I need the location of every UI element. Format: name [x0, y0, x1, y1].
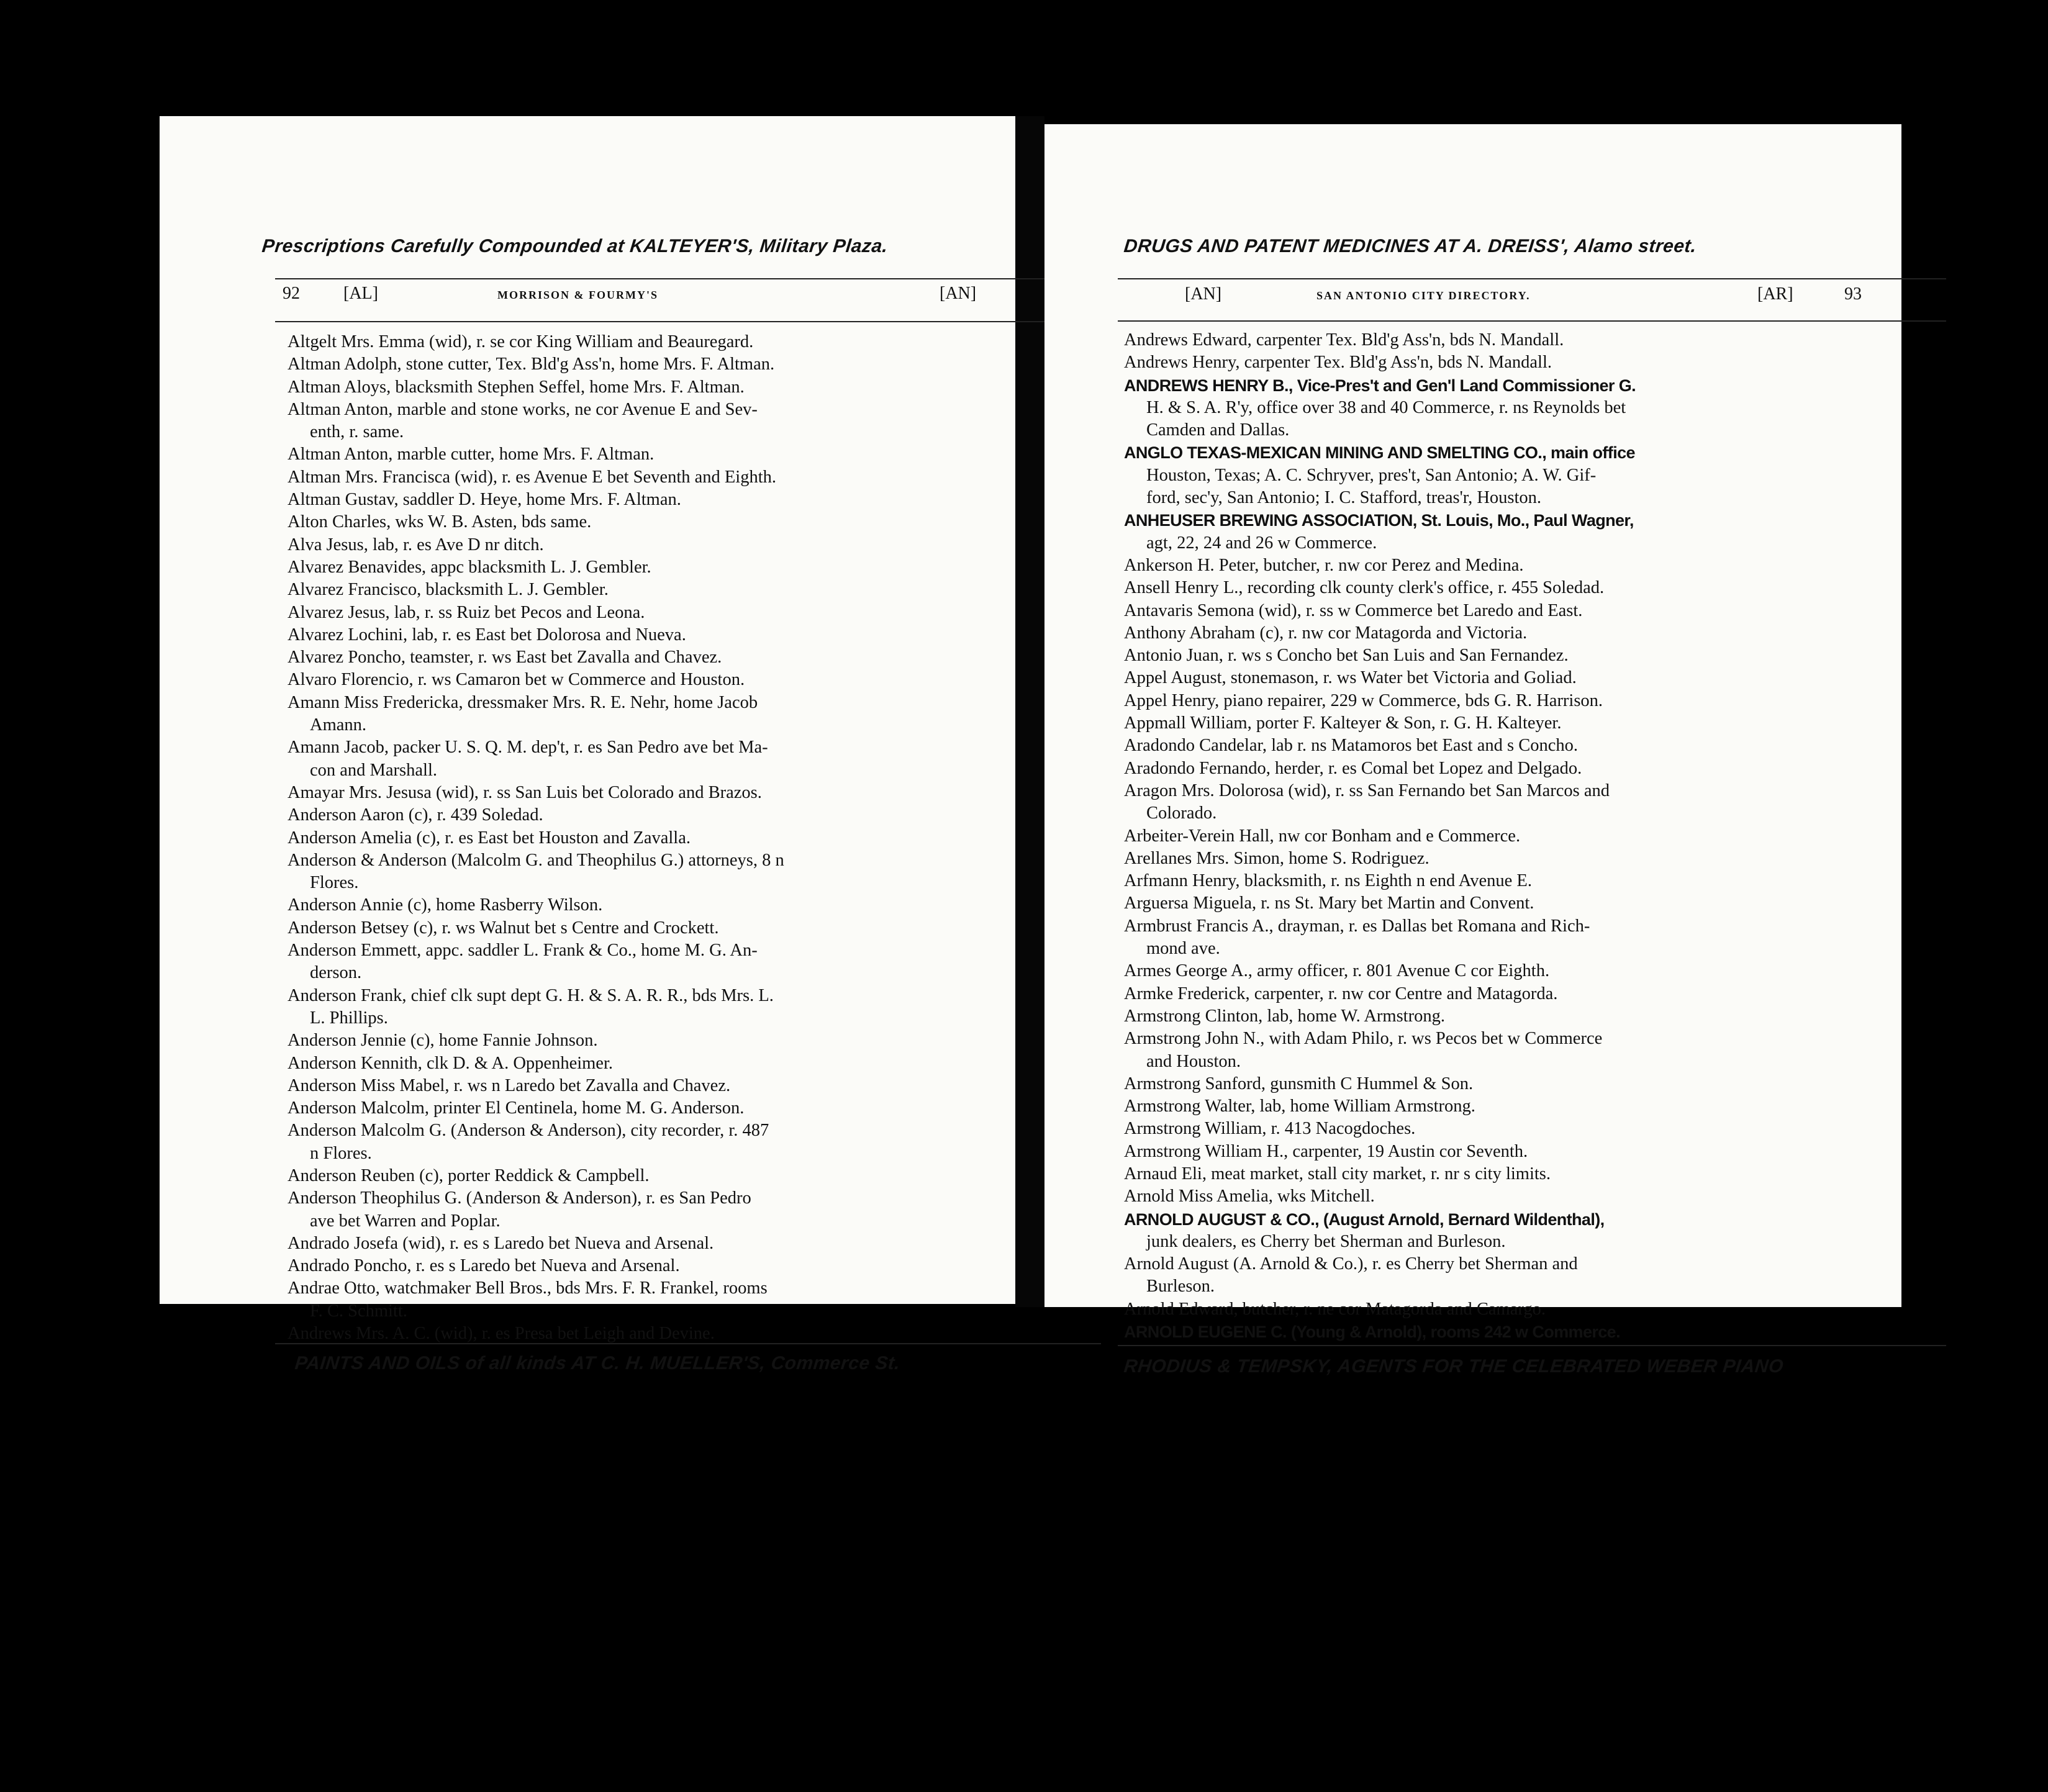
- right-directory-entry: H. & S. A. R'y, office over 38 and 40 Commerce, r. ns Reynolds bet: [1146, 397, 1626, 417]
- left-directory-entry: Flores.: [310, 873, 359, 893]
- right-directory-entry: Appel August, stonemason, r. ws Water bet Victoria and Goliad.: [1124, 668, 1577, 688]
- right-directory-entry: Appel Henry, piano repairer, 229 w Commerce, bds G. R. Harrison.: [1124, 690, 1603, 710]
- left-directory-entry: Altman Aloys, blacksmith Stephen Seffel, home Mrs. F. Altman.: [288, 377, 745, 397]
- right-directory-entry: Colorado.: [1146, 803, 1217, 823]
- right-directory-entry: Antavaris Semona (wid), r. ss w Commerce bet Laredo and East.: [1124, 600, 1583, 620]
- right-directory-entry: Armstrong William, r. 413 Nacogdoches.: [1124, 1119, 1416, 1139]
- right-directory-entry: ANHEUSER BREWING ASSOCIATION, St. Louis, Mo., Paul Wagner,: [1124, 511, 1634, 530]
- left-directory-entry: Anderson Kennith, clk D. & A. Oppenheimer.: [288, 1053, 613, 1073]
- right-directory-entry: junk dealers, es Cherry bet Sherman and Burleson.: [1146, 1231, 1506, 1251]
- right-directory-entry: ford, sec'y, San Antonio; I. C. Stafford, treas'r, Houston.: [1146, 488, 1542, 508]
- left-directory-entry: Alton Charles, wks W. B. Asten, bds same.: [288, 512, 592, 532]
- left-head-rule: [275, 321, 1101, 322]
- right-page-number: 93: [1844, 284, 1862, 304]
- right-directory-entry: Houston, Texas; A. C. Schryver, pres't, San Antonio; A. W. Gif-: [1146, 465, 1597, 485]
- right-head-rule: [1118, 320, 1946, 322]
- left-directory-entry: con and Marshall.: [310, 760, 437, 780]
- left-directory-entry: Amann Miss Fredericka, dressmaker Mrs. R. E. Nehr, home Jacob: [288, 692, 758, 712]
- right-directory-entry: Armstrong Walter, lab, home William Armstrong.: [1124, 1097, 1475, 1116]
- left-directory-entry: Alvarez Poncho, teamster, r. ws East bet Zavalla and Chavez.: [288, 648, 722, 667]
- left-directory-entry: L. Phillips.: [310, 1008, 388, 1028]
- left-directory-entry: ave bet Warren and Poplar.: [310, 1211, 501, 1231]
- left-range-start: [AL]: [343, 284, 378, 303]
- left-directory-entry: Anderson Annie (c), home Rasberry Wilson.: [288, 895, 603, 915]
- right-directory-entry: Appmall William, porter F. Kalteyer & Son, r. G. H. Kalteyer.: [1124, 713, 1562, 733]
- right-directory-entry: Arnold August (A. Arnold & Co.), r. es Cherry bet Sherman and: [1124, 1254, 1578, 1274]
- right-directory-entry: Arbeiter-Verein Hall, nw cor Bonham and e Commerce.: [1124, 826, 1521, 846]
- right-directory-entry: ANDREWS HENRY B., Vice-Pres't and Gen'l Land Commissioner G.: [1124, 376, 1636, 395]
- left-directory-entry: Anderson Malcolm G. (Anderson & Anderson), city recorder, r. 487: [288, 1121, 769, 1141]
- right-directory-entry: Arguersa Miguela, r. ns St. Mary bet Martin and Convent.: [1124, 894, 1534, 913]
- right-directory-entry: Burleson.: [1146, 1277, 1215, 1296]
- right-directory-entry: Armes George A., army officer, r. 801 Avenue C cor Eighth.: [1124, 961, 1550, 981]
- left-directory-entry: Amayar Mrs. Jesusa (wid), r. ss San Luis bet Colorado and Brazos.: [288, 782, 762, 802]
- left-page-number: 92: [283, 284, 300, 303]
- left-directory-entry: n Flores.: [310, 1143, 372, 1163]
- left-directory-entry: Anderson Frank, chief clk supt dept G. H. & S. A. R. R., bds Mrs. L.: [288, 985, 774, 1005]
- right-directory-entry: Aradondo Fernando, herder, r. es Comal bet Lopez and Delgado.: [1124, 758, 1582, 778]
- right-directory-entry: Ansell Henry L., recording clk county clerk's office, r. 455 Soledad.: [1124, 578, 1605, 598]
- right-directory-entry: Arnold Edward, butcher, r. ne cor Matagorda and Camargo.: [1124, 1299, 1546, 1319]
- left-top-advert: Prescriptions Carefully Compounded at KALTEYER'S, Military Plaza.: [261, 236, 889, 256]
- left-entry-list: [288, 331, 784, 1345]
- left-directory-entry: Andrews Mrs. A. C. (wid), r. es Presa bet Leigh and Devine.: [288, 1324, 715, 1344]
- left-directory-entry: Altman Adolph, stone cutter, Tex. Bld'g Ass'n, home Mrs. F. Altman.: [288, 355, 775, 374]
- right-top-advert: DRUGS AND PATENT MEDICINES AT A. DREISS', Alamo street.: [1123, 236, 1698, 256]
- left-directory-entry: Alvarez Lochini, lab, r. es East bet Dolorosa and Nueva.: [288, 625, 686, 645]
- left-directory-entry: Altman Gustav, saddler D. Heye, home Mrs. F. Altman.: [288, 490, 681, 510]
- right-entry-list: [1124, 329, 1636, 1343]
- right-directory-entry: Ankerson H. Peter, butcher, r. nw cor Perez and Medina.: [1124, 555, 1524, 575]
- right-directory-entry: ARNOLD AUGUST & CO., (August Arnold, Bernard Wildenthal),: [1124, 1210, 1605, 1229]
- left-publisher: MORRISON & FOURMY'S: [497, 289, 658, 301]
- right-directory-entry: ARNOLD EUGENE C. (Young & Arnold), rooms 242 w Commerce.: [1124, 1323, 1620, 1342]
- left-directory-entry: Anderson Miss Mabel, r. ws n Laredo bet Zavalla and Chavez.: [288, 1075, 731, 1095]
- right-directory-entry: Armstrong William H., carpenter, 19 Austin cor Seventh.: [1124, 1141, 1528, 1161]
- left-directory-entry: Altgelt Mrs. Emma (wid), r. se cor King William and Beauregard.: [288, 332, 754, 351]
- left-directory-entry: Alvarez Jesus, lab, r. ss Ruiz bet Pecos and Leona.: [288, 602, 645, 622]
- left-directory-entry: Anderson Betsey (c), r. ws Walnut bet s Centre and Crockett.: [288, 918, 719, 938]
- left-directory-entry: Anderson Malcolm, printer El Centinela, home M. G. Anderson.: [288, 1098, 745, 1118]
- left-directory-entry: Anderson Amelia (c), r. es East bet Houston and Zavalla.: [288, 828, 691, 848]
- left-directory-entry: Amann.: [310, 715, 367, 735]
- right-directory-entry: Armstrong John N., with Adam Philo, r. ws Pecos bet w Commerce: [1124, 1029, 1603, 1049]
- right-range-start: [AN]: [1185, 284, 1222, 304]
- right-range-end: [AR]: [1757, 284, 1793, 304]
- right-directory-entry: Camden and Dallas.: [1146, 420, 1290, 440]
- right-bottom-rule: [1118, 1345, 1946, 1346]
- right-directory-entry: Arellanes Mrs. Simon, home S. Rodriguez.: [1124, 848, 1430, 868]
- left-directory-entry: Alvarez Benavides, appc blacksmith L. J. Gembler.: [288, 557, 651, 577]
- left-directory-entry: Andrado Josefa (wid), r. es s Laredo bet Nueva and Arsenal.: [288, 1233, 714, 1253]
- left-directory-entry: Anderson Theophilus G. (Anderson & Anderson), r. es San Pedro: [288, 1188, 751, 1208]
- left-directory-entry: derson.: [310, 963, 362, 983]
- left-range-end: [AN]: [940, 284, 977, 303]
- right-directory-entry: ANGLO TEXAS-MEXICAN MINING AND SMELTING CO., main office: [1124, 443, 1635, 463]
- left-directory-entry: Altman Mrs. Francisca (wid), r. es Avenue E bet Seventh and Eighth.: [288, 467, 777, 487]
- left-directory-entry: Anderson Jennie (c), home Fannie Johnson.: [288, 1031, 598, 1051]
- right-top-rule: [1118, 278, 1946, 279]
- left-page: [160, 116, 1015, 1373]
- right-directory-entry: and Houston.: [1146, 1051, 1241, 1071]
- right-directory-entry: Antonio Juan, r. ws s Concho bet San Luis and San Fernandez.: [1124, 646, 1569, 666]
- right-directory-entry: Armke Frederick, carpenter, r. nw cor Centre and Matagorda.: [1124, 984, 1558, 1003]
- left-directory-entry: Alvarez Francisco, blacksmith L. J. Gembler.: [288, 580, 609, 600]
- left-directory-entry: Andrado Poncho, r. es s Laredo bet Nueva and Arsenal.: [288, 1256, 680, 1276]
- right-directory-entry: Andrews Henry, carpenter Tex. Bld'g Ass'n, bds N. Mandall.: [1124, 353, 1552, 373]
- right-directory-entry: agt, 22, 24 and 26 w Commerce.: [1146, 533, 1377, 553]
- right-directory-entry: Armstrong Clinton, lab, home W. Armstrong.: [1124, 1006, 1445, 1026]
- right-directory-entry: Aragon Mrs. Dolorosa (wid), r. ss San Fernando bet San Marcos and: [1124, 781, 1610, 800]
- left-directory-entry: enth, r. same.: [310, 422, 404, 442]
- right-directory-entry: mond ave.: [1146, 939, 1220, 959]
- left-bottom-rule: [275, 1343, 1101, 1344]
- right-page: [1044, 124, 1901, 1377]
- left-directory-entry: F. C. Schmitt.: [310, 1301, 407, 1321]
- left-running-head: [275, 284, 1101, 309]
- left-directory-entry: Alvaro Florencio, r. ws Camaron bet w Commerce and Houston.: [288, 670, 745, 690]
- left-directory-entry: Altman Anton, marble and stone works, ne cor Avenue E and Sev-: [288, 399, 758, 419]
- right-directory-entry: Arnold Miss Amelia, wks Mitchell.: [1124, 1187, 1375, 1206]
- left-directory-entry: Anderson Reuben (c), porter Reddick & Campbell.: [288, 1165, 650, 1185]
- left-directory-entry: Amann Jacob, packer U. S. Q. M. dep't, r. es San Pedro ave bet Ma-: [288, 738, 768, 758]
- right-directory-entry: Andrews Edward, carpenter Tex. Bld'g Ass'n, bds N. Mandall.: [1124, 330, 1564, 350]
- left-directory-entry: Andrae Otto, watchmaker Bell Bros., bds Mrs. F. R. Frankel, rooms: [288, 1278, 768, 1298]
- right-directory-entry: Armbrust Francis A., drayman, r. es Dallas bet Romana and Rich-: [1124, 916, 1590, 936]
- left-bottom-advert: PAINTS AND OILS of all kinds AT C. H. MUELLER'S, Commerce St.: [294, 1353, 902, 1373]
- right-running-head: [1118, 284, 1946, 309]
- left-directory-entry: Anderson Emmett, appc. saddler L. Frank & Co., home M. G. An-: [288, 941, 758, 961]
- right-directory-entry: Anthony Abraham (c), r. nw cor Matagorda and Victoria.: [1124, 623, 1528, 643]
- left-directory-entry: Altman Anton, marble cutter, home Mrs. F. Altman.: [288, 445, 655, 464]
- right-directory-entry: Armstrong Sanford, gunsmith C Hummel & Son.: [1124, 1074, 1474, 1093]
- right-bottom-advert: RHODIUS & TEMPSKY, AGENTS FOR THE CELEBRATED WEBER PIANO: [1123, 1356, 1785, 1377]
- left-directory-entry: Anderson & Anderson (Malcolm G. and Theophilus G.) attorneys, 8 n: [288, 850, 784, 870]
- left-top-rule: [275, 278, 1101, 279]
- left-directory-entry: Alva Jesus, lab, r. es Ave D nr ditch.: [288, 535, 544, 554]
- right-directory-entry: Arfmann Henry, blacksmith, r. ns Eighth n end Avenue E.: [1124, 871, 1532, 891]
- right-directory-entry: Aradondo Candelar, lab r. ns Matamoros bet East and s Concho.: [1124, 736, 1578, 756]
- right-publisher: SAN ANTONIO CITY DIRECTORY.: [1316, 289, 1531, 302]
- left-directory-entry: Anderson Aaron (c), r. 439 Soledad.: [288, 805, 543, 825]
- right-directory-entry: Arnaud Eli, meat market, stall city market, r. nr s city limits.: [1124, 1164, 1551, 1183]
